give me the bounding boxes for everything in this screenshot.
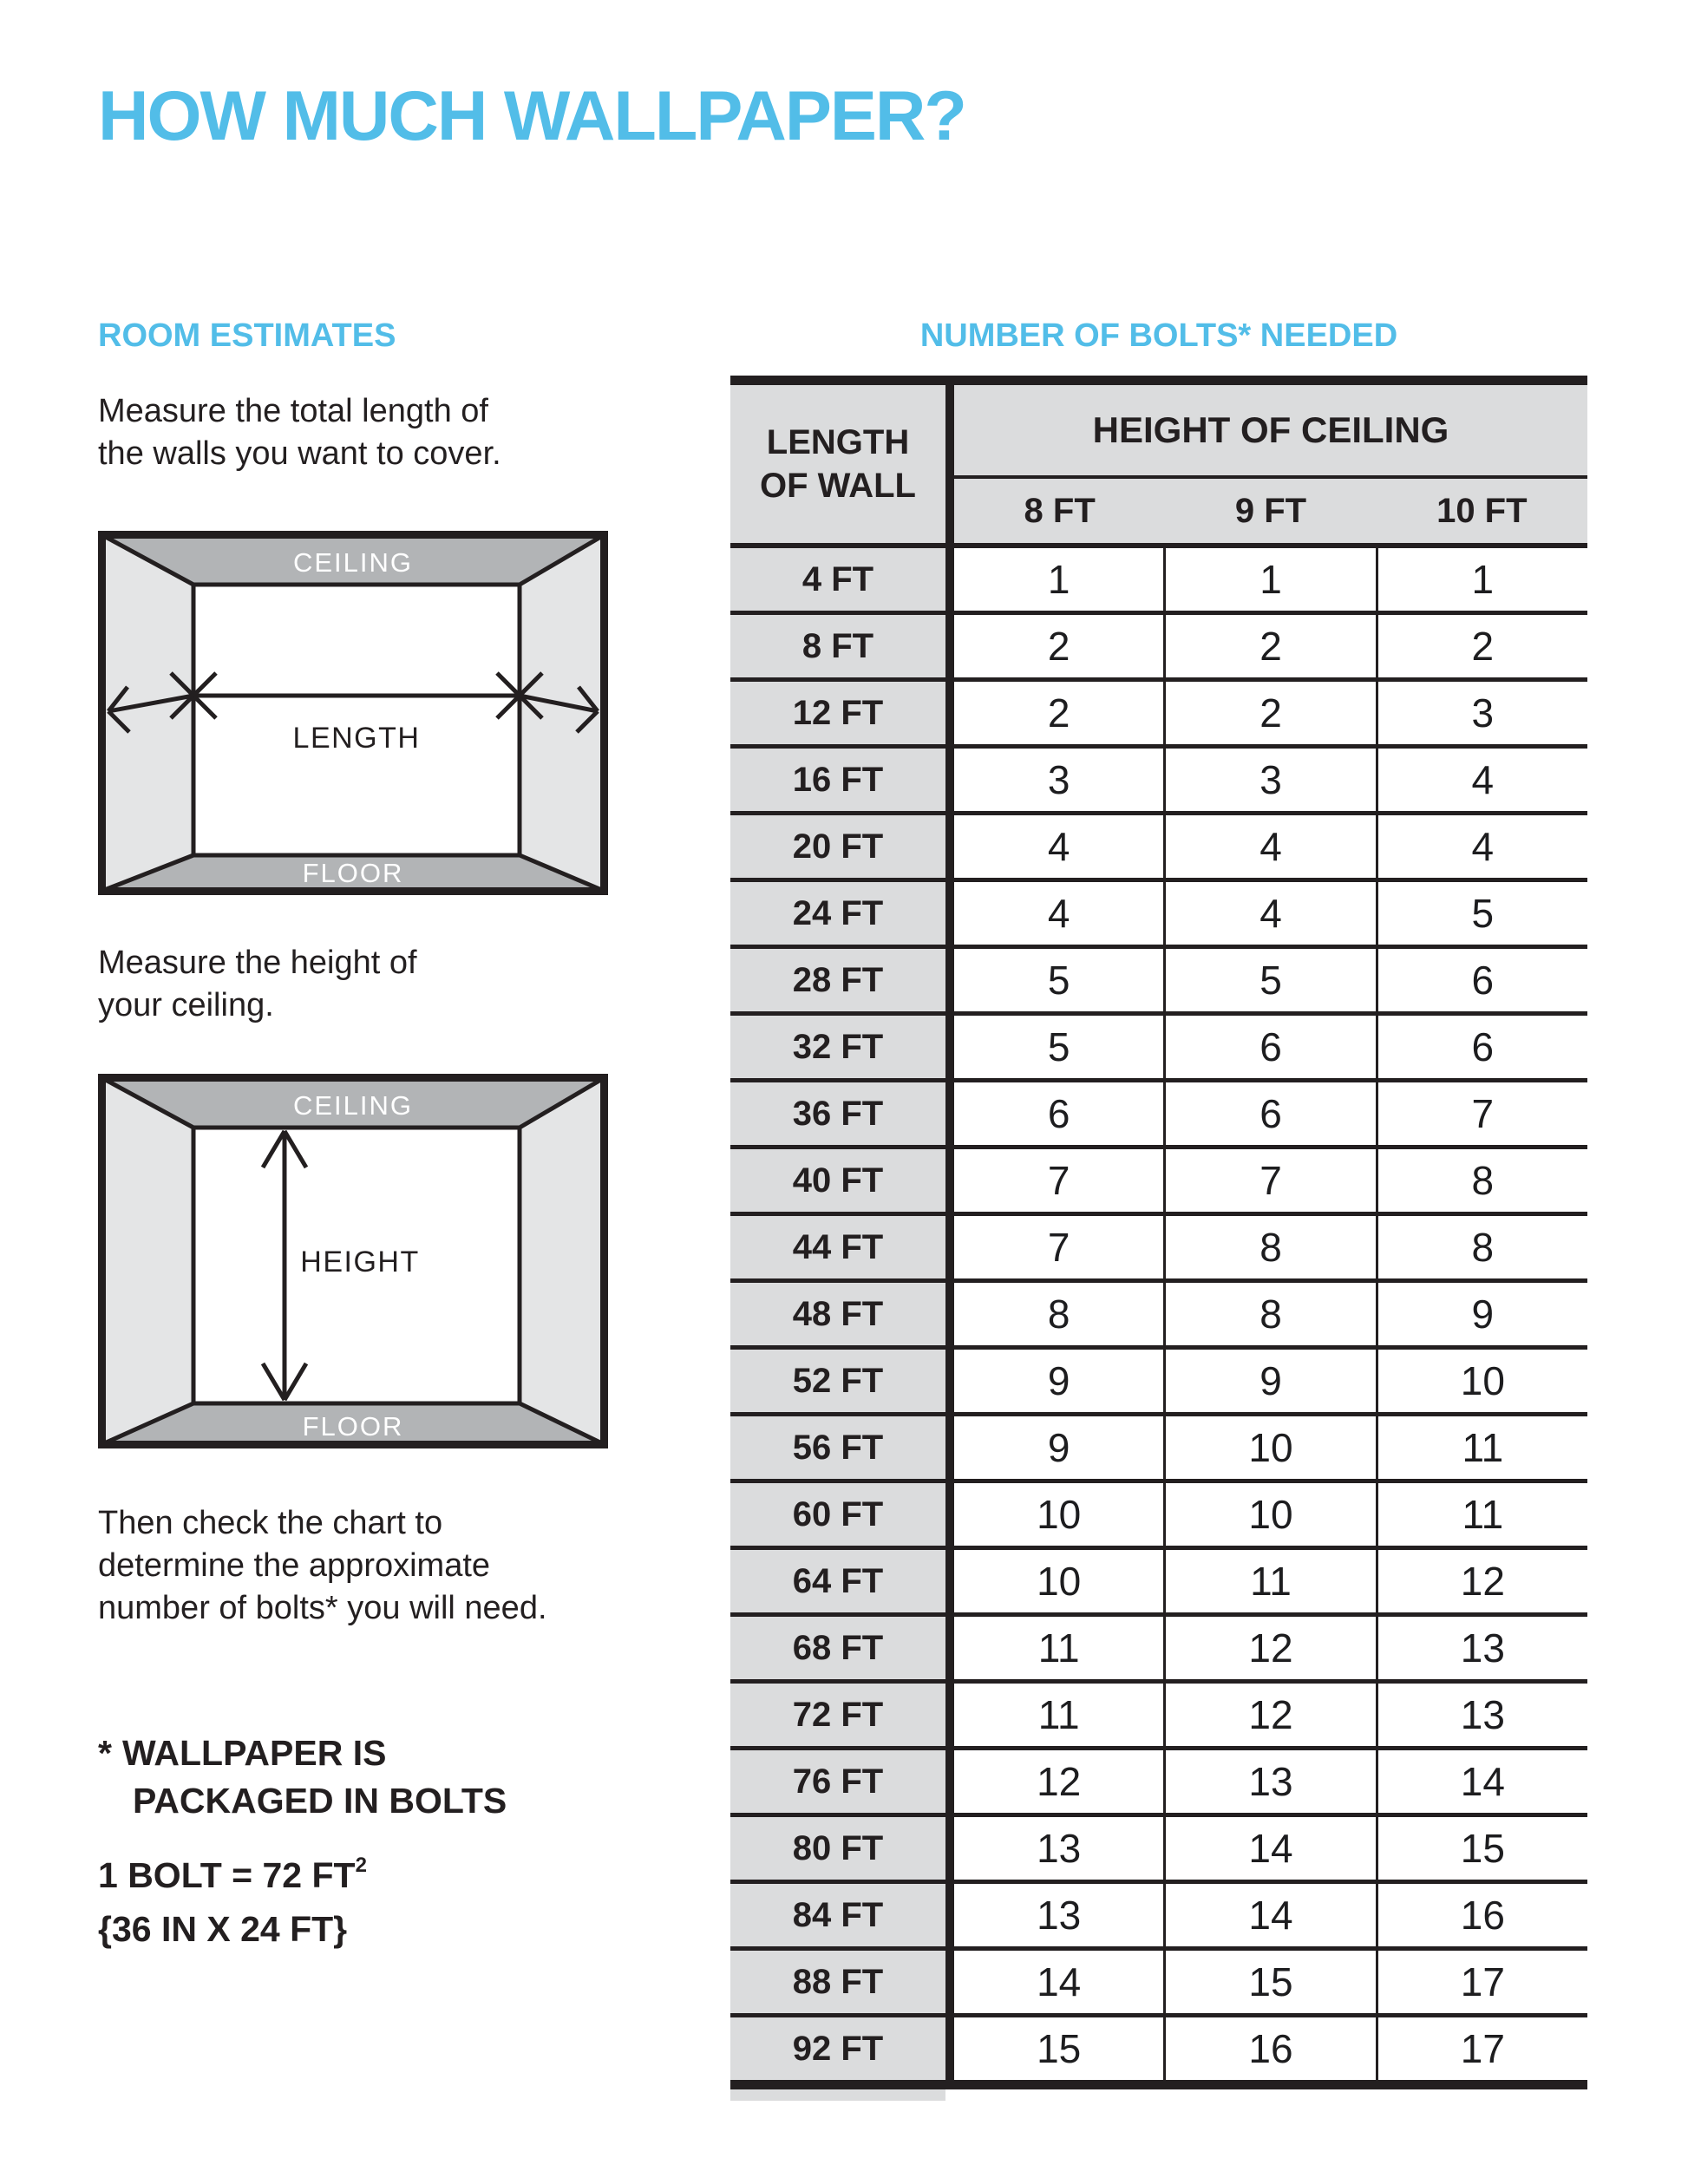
wallpaper-footnote	[98, 1730, 507, 1825]
right-wall-shape	[520, 1078, 604, 1444]
bolt-count-cell: 15	[1163, 1951, 1375, 2013]
table-row	[730, 1078, 1587, 1145]
bolt-count-cell: 3	[1376, 682, 1587, 744]
bolt-count-cell: 10	[1163, 1483, 1375, 1546]
length-label: LENGTH	[292, 722, 421, 755]
table-top-border	[730, 376, 1587, 385]
table-row	[730, 677, 1587, 744]
bolt-spec	[98, 1839, 367, 1956]
column-header-10ft: 10 FT	[1436, 491, 1528, 530]
bolt-count-cell: 5	[1163, 949, 1375, 1011]
bolt-count-cell: 13	[1376, 1617, 1587, 1679]
table-row	[730, 945, 1587, 1011]
table-left-column-stub	[730, 2089, 945, 2101]
bolt-count-cell: 11	[1163, 1550, 1375, 1612]
table-bottom-border	[730, 2080, 1587, 2089]
asterisk: *	[98, 1733, 112, 1773]
wall-length-cell: 12 FT	[730, 682, 954, 744]
bolt-count-cell: 6	[1163, 1016, 1375, 1078]
wall-length-cell: 48 FT	[730, 1283, 954, 1345]
step3-line2: determine the approximate	[98, 1547, 491, 1584]
bolt-count-cell: 4	[954, 815, 1163, 878]
table-row	[730, 1679, 1587, 1746]
table-row	[730, 1212, 1587, 1278]
bolt-count-cell: 4	[1376, 749, 1587, 811]
wall-length-cell: 24 FT	[730, 882, 954, 945]
bolt-exponent: 2	[355, 1854, 367, 1877]
bolt-count-cell: 14	[1163, 1817, 1375, 1880]
bolt-count-cell: 7	[954, 1216, 1163, 1278]
bolt-count-cell: 7	[954, 1149, 1163, 1212]
table-row	[730, 1946, 1587, 2013]
bolt-count-cell: 4	[954, 882, 1163, 945]
bolt-count-cell: 9	[1163, 1350, 1375, 1412]
bolt-count-cell: 12	[954, 1750, 1163, 1813]
wall-length-cell: 64 FT	[730, 1550, 954, 1612]
bolt-equation-line	[98, 1839, 367, 1902]
wall-length-cell: 68 FT	[730, 1617, 954, 1679]
bolt-count-cell: 14	[1163, 1884, 1375, 1946]
bolt-count-cell: 2	[954, 615, 1163, 677]
table-row	[730, 1145, 1587, 1212]
bolt-count-cell: 16	[1163, 2017, 1375, 2080]
bolt-count-cell: 10	[1163, 1416, 1375, 1479]
step1-text	[98, 390, 501, 475]
bolt-count-cell: 7	[1163, 1149, 1375, 1212]
bolt-count-cell: 1	[954, 548, 1163, 611]
bolt-count-cell: 2	[1376, 615, 1587, 677]
bolt-count-cell: 6	[1376, 1016, 1587, 1078]
bolt-count-cell: 6	[954, 1082, 1163, 1145]
bolt-count-cell: 13	[1163, 1750, 1375, 1813]
height-of-ceiling-header: HEIGHT OF CEILING	[954, 385, 1587, 479]
wall-length-cell: 36 FT	[730, 1082, 954, 1145]
table-row	[730, 1880, 1587, 1946]
bolt-count-cell: 9	[954, 1416, 1163, 1479]
wall-length-cell: 40 FT	[730, 1149, 954, 1212]
bolt-count-cell: 8	[954, 1283, 1163, 1345]
step2-line1: Measure the height of	[98, 945, 417, 981]
length-of-wall-line2: OF WALL	[760, 467, 916, 505]
bolt-count-cell: 15	[954, 2017, 1163, 2080]
bolt-count-cell: 11	[954, 1617, 1163, 1679]
bolt-count-cell: 17	[1376, 1951, 1587, 2013]
table-row	[730, 1011, 1587, 1078]
bolt-count-cell: 5	[954, 1016, 1163, 1078]
table-row	[730, 1546, 1587, 1612]
bolt-count-cell: 2	[1163, 615, 1375, 677]
step3-line3: number of bolts* you will need.	[98, 1590, 547, 1626]
table-row	[730, 611, 1587, 677]
bolt-count-cell: 13	[1376, 1684, 1587, 1746]
left-wall-shape	[102, 535, 193, 891]
bolt-count-cell: 7	[1376, 1082, 1587, 1145]
bolt-count-cell: 9	[1376, 1283, 1587, 1345]
wall-length-cell: 76 FT	[730, 1750, 954, 1813]
bolt-count-cell: 4	[1163, 882, 1375, 945]
table-row	[730, 1612, 1587, 1679]
wall-length-cell: 32 FT	[730, 1016, 954, 1078]
bolt-count-cell: 2	[1163, 682, 1375, 744]
bolt-count-cell: 12	[1163, 1684, 1375, 1746]
bolt-count-cell: 4	[1163, 815, 1375, 878]
bolt-count-cell: 13	[954, 1884, 1163, 1946]
footnote-line1-text: WALLPAPER IS	[121, 1733, 387, 1773]
footnote-line1	[98, 1730, 507, 1777]
bolt-equation: 1 BOLT = 72 FT	[98, 1855, 356, 1895]
column-header-9ft: 9 FT	[1234, 491, 1307, 530]
column-header-8ft: 8 FT	[1024, 491, 1096, 530]
table-row	[730, 2013, 1587, 2080]
bolt-count-cell: 16	[1376, 1884, 1587, 1946]
wall-length-cell: 88 FT	[730, 1951, 954, 2013]
step3-text	[98, 1502, 547, 1630]
bolt-count-cell: 15	[1376, 1817, 1587, 1880]
table-body	[730, 548, 1587, 2080]
bolt-count-cell: 6	[1376, 949, 1587, 1011]
wall-length-cell: 52 FT	[730, 1350, 954, 1412]
bolt-count-cell: 17	[1376, 2017, 1587, 2080]
bolt-count-cell: 3	[954, 749, 1163, 811]
bolt-dimensions: {36 IN X 24 FT}	[98, 1909, 348, 1949]
table-row	[730, 1813, 1587, 1880]
bolt-count-cell: 2	[954, 682, 1163, 744]
step1-line2: the walls you want to cover.	[98, 435, 501, 472]
wall-length-cell: 56 FT	[730, 1416, 954, 1479]
bolt-count-cell: 4	[1376, 815, 1587, 878]
wall-length-cell: 44 FT	[730, 1216, 954, 1278]
table-row	[730, 811, 1587, 878]
bolt-count-cell: 8	[1163, 1283, 1375, 1345]
bolt-count-cell: 10	[954, 1483, 1163, 1546]
table-row	[730, 1345, 1587, 1412]
bolt-count-cell: 11	[954, 1684, 1163, 1746]
wall-length-cell: 28 FT	[730, 949, 954, 1011]
table-row	[730, 1412, 1587, 1479]
ceiling-label: CEILING	[292, 1090, 414, 1121]
bolt-count-cell: 8	[1376, 1216, 1587, 1278]
bolt-count-cell: 14	[954, 1951, 1163, 2013]
floor-label: FLOOR	[302, 1411, 404, 1442]
page-title: HOW MUCH WALLPAPER?	[98, 77, 965, 155]
bolt-count-cell: 10	[1376, 1350, 1587, 1412]
right-wall-shape	[520, 535, 604, 891]
wall-length-cell: 20 FT	[730, 815, 954, 878]
wall-length-cell: 16 FT	[730, 749, 954, 811]
room-estimates-heading: ROOM ESTIMATES	[98, 317, 396, 354]
left-wall-shape	[102, 1078, 193, 1444]
table-row	[730, 744, 1587, 811]
table-row	[730, 1746, 1587, 1813]
bolt-count-cell: 1	[1376, 548, 1587, 611]
wall-length-cell: 92 FT	[730, 2017, 954, 2080]
wall-length-cell: 60 FT	[730, 1483, 954, 1546]
wall-length-cell: 72 FT	[730, 1684, 954, 1746]
back-wall-shape	[193, 585, 520, 855]
ceiling-height-columns	[954, 479, 1587, 543]
bolt-count-cell: 8	[1376, 1149, 1587, 1212]
floor-label: FLOOR	[302, 858, 404, 888]
wall-length-cell: 4 FT	[730, 548, 954, 611]
bolt-count-cell: 5	[954, 949, 1163, 1011]
room-length-diagram	[98, 531, 608, 895]
table-row	[730, 1479, 1587, 1546]
bolt-count-cell: 3	[1163, 749, 1375, 811]
bolt-count-cell: 11	[1376, 1483, 1587, 1546]
bolt-count-cell: 6	[1163, 1082, 1375, 1145]
bolt-count-cell: 1	[1163, 548, 1375, 611]
ceiling-label: CEILING	[292, 547, 414, 578]
step2-text	[98, 942, 417, 1027]
length-of-wall-header	[730, 385, 954, 543]
footnote-line2: PACKAGED IN BOLTS	[133, 1781, 507, 1821]
bolt-count-cell: 12	[1163, 1617, 1375, 1679]
step2-line2: your ceiling.	[98, 987, 274, 1023]
table-header	[730, 385, 1587, 543]
table-row	[730, 878, 1587, 945]
bolt-count-cell: 8	[1163, 1216, 1375, 1278]
height-label: HEIGHT	[300, 1246, 420, 1278]
bolt-count-cell: 9	[954, 1350, 1163, 1412]
bolt-count-cell: 11	[1376, 1416, 1587, 1479]
wall-length-cell: 80 FT	[730, 1817, 954, 1880]
table-row	[730, 1278, 1587, 1345]
step1-line1: Measure the total length of	[98, 393, 488, 429]
step3-line1: Then check the chart to	[98, 1505, 443, 1541]
bolt-count-cell: 12	[1376, 1550, 1587, 1612]
bolt-count-cell: 5	[1376, 882, 1587, 945]
wall-length-cell: 84 FT	[730, 1884, 954, 1946]
bolt-count-cell: 13	[954, 1817, 1163, 1880]
room-height-diagram	[98, 1074, 608, 1448]
ceiling-header-group	[954, 385, 1587, 543]
bolts-table	[730, 376, 1587, 2101]
bolts-needed-heading: NUMBER OF BOLTS* NEEDED	[919, 317, 1398, 354]
length-of-wall-line1: LENGTH	[766, 423, 910, 461]
bolt-count-cell: 14	[1376, 1750, 1587, 1813]
table-row	[730, 548, 1587, 611]
bolt-count-cell: 10	[954, 1550, 1163, 1612]
wall-length-cell: 8 FT	[730, 615, 954, 677]
